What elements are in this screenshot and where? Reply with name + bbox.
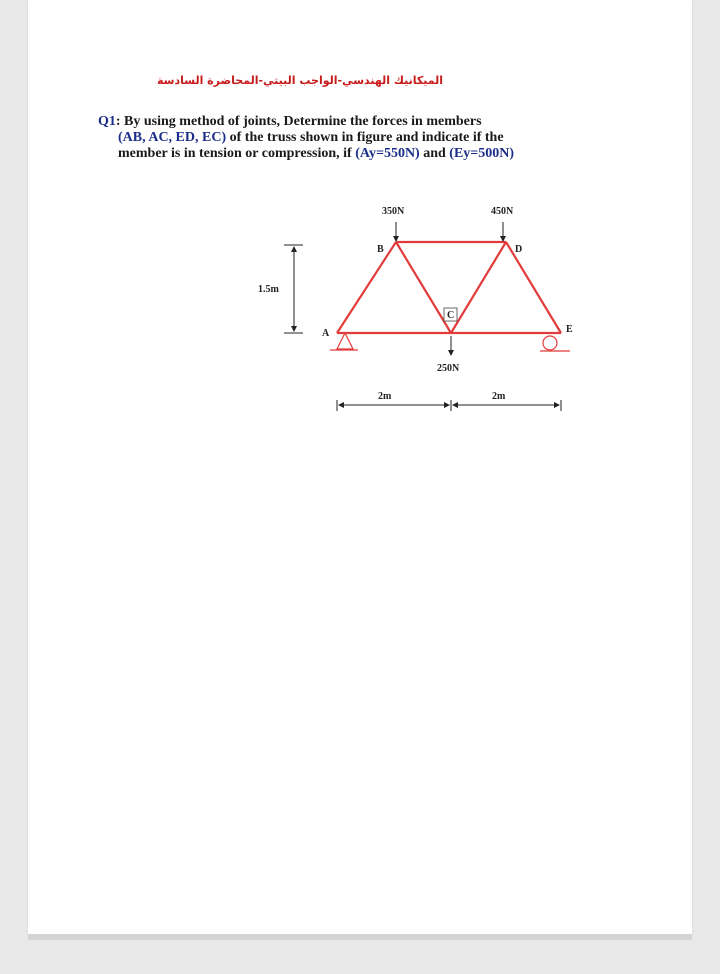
roller-support-e xyxy=(540,336,570,351)
span-left-label: 2m xyxy=(378,391,392,402)
load-label-d: 450N xyxy=(491,206,514,217)
ay-reaction: (Ay=550N) xyxy=(355,146,420,161)
load-label-c: 250N xyxy=(437,363,460,374)
member-bc xyxy=(396,242,451,333)
span-right-label: 2m xyxy=(492,391,506,402)
member-de xyxy=(506,242,561,333)
question-number: Q1 xyxy=(98,114,116,129)
members-list: (AB, AC, ED, EC) xyxy=(118,130,227,145)
joint-label-d: D xyxy=(515,244,523,255)
member-cd xyxy=(451,242,506,333)
ey-reaction: (Ey=500N) xyxy=(449,146,515,161)
arabic-title: الميكانيك الهندسي-الواجب البيتي-المحاضرة السادسة xyxy=(156,74,444,87)
question-line-2-text: of the truss shown in figure and indicate if the xyxy=(226,130,504,145)
joint-label-c: C xyxy=(447,310,455,321)
question-line-3-text: member is in tension or compression, if xyxy=(118,146,356,161)
joint-label-b: B xyxy=(377,244,384,255)
height-dimension-label: 1.5m xyxy=(258,284,279,295)
height-dimension xyxy=(284,245,303,333)
joint-label-e: E xyxy=(566,324,573,335)
joint-label-a: A xyxy=(322,328,330,339)
member-ab xyxy=(337,242,396,333)
and-word: and xyxy=(419,146,450,161)
load-label-b: 350N xyxy=(382,206,405,217)
question-line-1-text: : By using method of joints, Determine the forces in members xyxy=(115,114,482,129)
pin-support-a xyxy=(330,333,358,350)
span-dimension xyxy=(337,400,561,411)
